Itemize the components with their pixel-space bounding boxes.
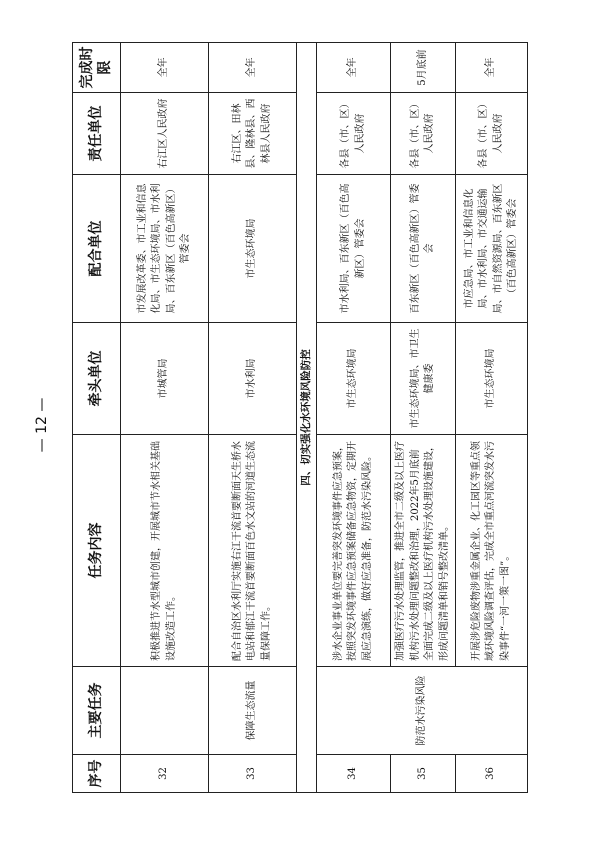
row-deadline: 全年 [209, 43, 297, 93]
page-number [27, 392, 57, 462]
row-no: 34 [317, 755, 391, 793]
row-task [121, 667, 209, 755]
table-row [209, 43, 297, 793]
row-lead: 市城管局 [121, 323, 209, 435]
row-lead: 市生态环境局、市卫生健康委 [391, 323, 456, 435]
header-resp: 责任单位 [73, 93, 121, 175]
table-header-row [73, 43, 121, 793]
row-coop: 市发展改革委、市工业和信息化局、市生态环境局、市水利局、百东新区（百色高新区）管委会 [121, 175, 209, 323]
section-row [297, 43, 317, 793]
row-content: 涉水企业事业单位要完善突发环境事件应急预案，按照突发环境事件应急预案储备应急物资，定期开展应急演练，做好应急准备，防范水污染风险。 [317, 435, 391, 667]
header-content: 任务内容 [73, 435, 121, 667]
row-content: 开展涉危险废物涉重金属企业、化工园区等重点领域环境风险调查评估，完成全市重点河流突发水污染事件“一河一策一图”。 [456, 435, 528, 667]
row-content: 配合自治区水利厅实施右江干流首要断面天生桥水电站和郁江干流首要断面百色水文站的河道生态流量保障工作。 [209, 435, 297, 667]
row-resp: 各县（市、区）人民政府 [317, 93, 391, 175]
row-resp: 右江区人民政府 [121, 93, 209, 175]
row-resp: 右江区、田林县、隆林县、西林县人民政府 [209, 93, 297, 175]
header-coop: 配合单位 [73, 175, 121, 323]
row-task: 保障生态流量 [209, 667, 297, 755]
rotated-table-page [72, 43, 532, 793]
row-resp: 各县（市、区）人民政府 [456, 93, 528, 175]
row-coop: 市应急局、市工业和信息化局、市水利局、市交通运输局、市自然资源局、百东新区（百色高新区）管委会 [456, 175, 528, 323]
header-deadline: 完成时限 [73, 43, 121, 93]
row-lead: 市水利局 [209, 323, 297, 435]
table-row [317, 43, 391, 793]
row-lead: 市生态环境局 [456, 323, 528, 435]
section-title: 四、切实强化水环境风险防控 [297, 43, 317, 793]
header-lead: 牵头单位 [73, 323, 121, 435]
task-table [72, 42, 528, 793]
row-resp: 各县（市、区）人民政府 [391, 93, 456, 175]
row-deadline: 全年 [121, 43, 209, 93]
row-no: 36 [456, 755, 528, 793]
row-deadline: 全年 [456, 43, 528, 93]
row-lead: 市生态环境局 [317, 323, 391, 435]
row-coop: 市生态环境局 [209, 175, 297, 323]
row-no: 32 [121, 755, 209, 793]
header-no: 序号 [73, 755, 121, 793]
row-no: 33 [209, 755, 297, 793]
row-content: 积极推进节水型城市创建，开展城市节水相关基础设施改造工作。 [121, 435, 209, 667]
table-row [121, 43, 209, 793]
row-coop: 市水利局、百东新区（百色高新区）管委会 [317, 175, 391, 323]
row-deadline: 全年 [317, 43, 391, 93]
row-coop: 百东新区（百色高新区）管委会 [391, 175, 456, 323]
row-no: 35 [391, 755, 456, 793]
page-number-text: — 12 — [34, 397, 50, 453]
header-task: 主要任务 [73, 667, 121, 755]
row-task: 防范水污染风险 [317, 667, 528, 755]
row-deadline: 5月底前 [391, 43, 456, 93]
row-content: 加强医疗污水处理监管，推进全市二级及以上医疗机构污水处理问题整改和治理，2022年5月底前全面完成二级及以上医疗机构污水处理设施建设，形成问题清单和销号整改清单。 [391, 435, 456, 667]
